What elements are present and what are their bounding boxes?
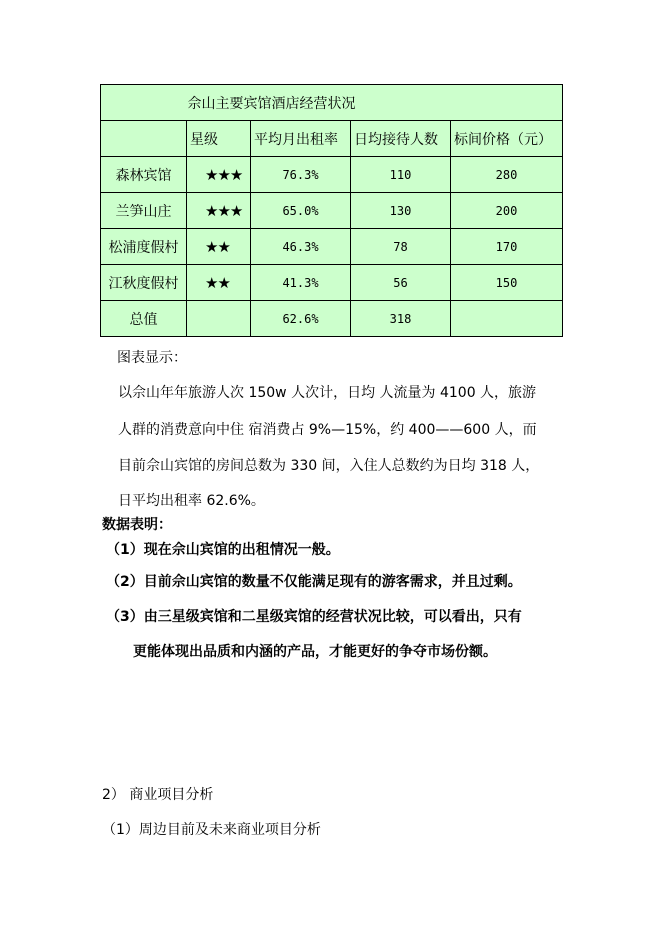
table-header-row: [101, 121, 563, 157]
table-title: 佘山主要宾馆酒店经营状况: [101, 85, 563, 121]
body-line: 以佘山年年旅游人次 150w 人次计，日均 人流量为 4100 人，旅游: [118, 385, 537, 401]
hotel-operation-table: [100, 84, 563, 337]
point-item: （2）目前佘山宾馆的数量不仅能满足现有的游客需求，并且过剩。: [106, 574, 522, 590]
header-avg-occupancy: 平均月出租率: [251, 121, 351, 157]
header-daily-guests: 日均接待人数: [351, 121, 451, 157]
header-room-price: 标间价格（元）: [451, 121, 563, 157]
total-occupancy-rate: 62.6%: [251, 301, 351, 337]
header-star-level: 星级: [187, 121, 251, 157]
total-stars-empty: [187, 301, 251, 337]
total-price-empty: [451, 301, 563, 337]
table-row: [101, 265, 563, 301]
daily-guests: 56: [351, 265, 451, 301]
table-row: [101, 157, 563, 193]
body-line: 日平均出租率 62.6%。: [118, 493, 265, 509]
daily-guests: 110: [351, 157, 451, 193]
body-line: 目前佘山宾馆的房间总数为 330 间，入住人总数约为日均 318 人，: [118, 458, 540, 474]
point-item: （3）由三星级宾馆和二星级宾馆的经营状况比较，可以看出，只有: [106, 609, 522, 625]
room-price: 170: [451, 229, 563, 265]
subsection-title: （1）周边目前及未来商业项目分析: [102, 822, 321, 838]
table-row: [101, 193, 563, 229]
data-heading: 数据表明：: [102, 517, 172, 533]
occupancy-rate: 76.3%: [251, 157, 351, 193]
hotel-name: 松浦度假村: [101, 229, 187, 265]
chart-note: 图表显示：: [117, 350, 187, 366]
point-item: （1）现在佘山宾馆的出租情况一般。: [106, 542, 340, 558]
daily-guests: 78: [351, 229, 451, 265]
total-label: 总值: [101, 301, 187, 337]
star-rating: ★★★: [187, 157, 251, 193]
table-row: [101, 229, 563, 265]
occupancy-rate: 46.3%: [251, 229, 351, 265]
occupancy-rate: 65.0%: [251, 193, 351, 229]
room-price: 280: [451, 157, 563, 193]
table-title-row: [101, 85, 563, 121]
point-item-continued: 更能体现出品质和内涵的产品，才能更好的争夺市场份额。: [133, 644, 497, 660]
daily-guests: 130: [351, 193, 451, 229]
table-total-row: [101, 301, 563, 337]
header-cell-empty: [101, 121, 187, 157]
star-rating: ★★★: [187, 193, 251, 229]
hotel-name: 江秋度假村: [101, 265, 187, 301]
body-line: 人群的消费意向中住 宿消费占 9%—15%，约 400——600 人，而: [118, 422, 537, 438]
total-daily-guests: 318: [351, 301, 451, 337]
room-price: 150: [451, 265, 563, 301]
occupancy-rate: 41.3%: [251, 265, 351, 301]
star-rating: ★★: [187, 229, 251, 265]
section-title: 2） 商业项目分析: [102, 787, 214, 803]
hotel-name: 森林宾馆: [101, 157, 187, 193]
star-rating: ★★: [187, 265, 251, 301]
room-price: 200: [451, 193, 563, 229]
hotel-name: 兰笋山庄: [101, 193, 187, 229]
